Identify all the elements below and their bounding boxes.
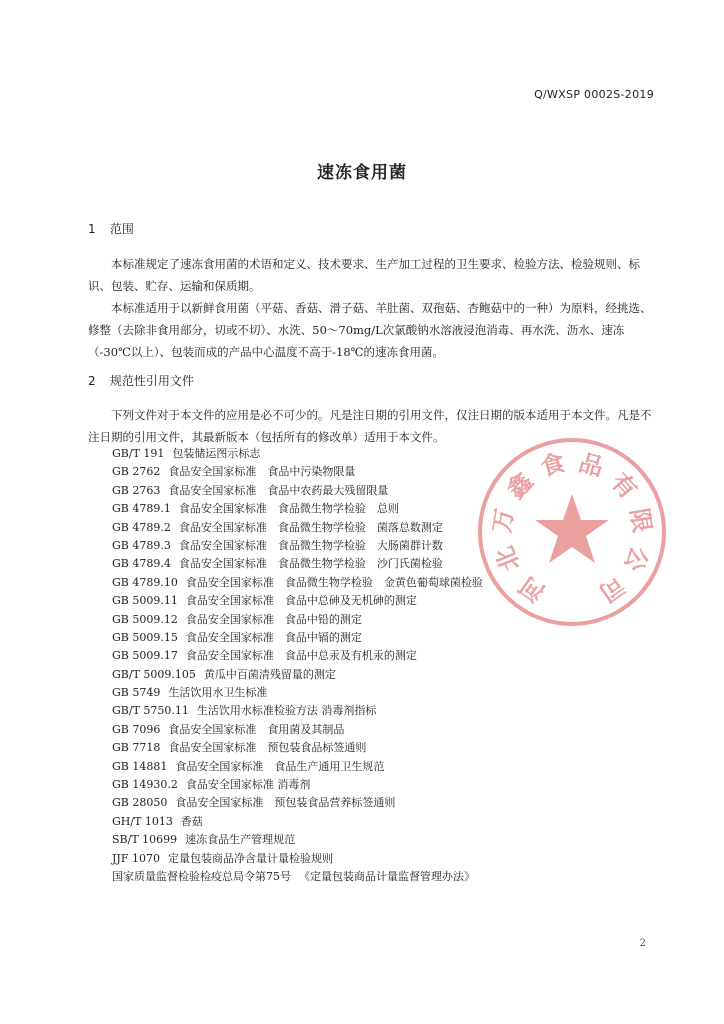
reference-item: GB 4789.3 食品安全国家标准 食品微生物学检验 大肠菌群计数 bbox=[112, 538, 443, 552]
section-number: 2 bbox=[88, 374, 96, 388]
standard-code: Q/WXSP 0002S-2019 bbox=[534, 88, 654, 101]
reference-item: GB 14930.2 食品安全国家标准 消毒剂 bbox=[112, 778, 311, 792]
reference-item: JJF 1070 定量包装商品净含量计量检验规则 bbox=[112, 851, 333, 865]
seal-character: 有 bbox=[605, 466, 644, 505]
seal-character: 北 bbox=[489, 542, 526, 576]
seal-character: 鑫 bbox=[500, 466, 539, 505]
seal-character: 河 bbox=[513, 570, 550, 609]
document-title: 速冻食用菌 bbox=[317, 163, 407, 183]
reference-item: GB 5009.17 食品安全国家标准 食品中总汞及有机汞的测定 bbox=[112, 649, 417, 663]
section-heading-scope bbox=[88, 220, 134, 237]
reference-item: SB/T 10699 速冻食品生产管理规范 bbox=[112, 833, 296, 847]
reference-item: GB 7718 食品安全国家标准 预包装食品标签通则 bbox=[112, 741, 367, 755]
reference-item: GB/T 5750.11 生活饮用水标准检验方法 消毒剂指标 bbox=[112, 704, 377, 718]
seal-character: 限 bbox=[624, 506, 658, 535]
reference-item: GB/T 191 包装储运图示标志 bbox=[112, 447, 261, 460]
references-intro-paragraph: 下列文件对于本文件的应用是必不可少的。凡是注日期的引用文件，仅注日期的版本适用于本文件。凡是不注日期的引用文件，其最新版本（包括所有的修改单）适用于本文件。 bbox=[88, 408, 652, 444]
reference-item: GB 4789.4 食品安全国家标准 食品微生物学检验 沙门氏菌检验 bbox=[112, 557, 443, 571]
reference-item: GH/T 1013 香菇 bbox=[112, 814, 203, 828]
scope-paragraph-2: 本标准适用于以新鲜食用菌（平菇、香菇、滑子菇、羊肚菌、双孢菇、杏鲍菇中的一种）为原料，经挑选、修整（去除非食用部分，切或不切）、水洗、50～70mg/L次氯酸钠水溶液浸泡消毒、再水洗、沥水、速冻（-30℃以上）、包装而成的产品中心温度不高于-18℃的速冻食用菌。 bbox=[88, 301, 652, 359]
seal-character: 食 bbox=[537, 447, 569, 482]
reference-item: GB 2763 食品安全国家标准 食品中农药最大残留限量 bbox=[112, 483, 389, 497]
reference-item: GB 7096 食品安全国家标准 食用菌及其制品 bbox=[112, 722, 345, 736]
section-title: 范围 bbox=[109, 222, 134, 236]
page-number: 2 bbox=[639, 938, 646, 949]
reference-item: GB/T 5009.105 黄瓜中百菌清残留量的测定 bbox=[112, 667, 336, 681]
section-title: 规范性引用文件 bbox=[109, 374, 194, 388]
seal-character: 万 bbox=[486, 506, 520, 535]
reference-item: GB 5009.12 食品安全国家标准 食品中铅的测定 bbox=[112, 612, 362, 626]
reference-item: GB 4789.1 食品安全国家标准 食品微生物学检验 总则 bbox=[112, 502, 399, 516]
reference-item: GB 14881 食品安全国家标准 食品生产通用卫生规范 bbox=[112, 759, 385, 773]
reference-item: GB 2762 食品安全国家标准 食品中污染物限量 bbox=[112, 465, 356, 479]
company-seal bbox=[472, 432, 672, 632]
section-heading-normative-references bbox=[88, 372, 194, 389]
reference-item: GB 5009.11 食品安全国家标准 食品中总砷及无机砷的测定 bbox=[112, 594, 417, 608]
reference-item: GB 4789.10 食品安全国家标准 食品微生物学检验 金黄色葡萄球菌检验 bbox=[112, 575, 483, 589]
reference-item: 国家质量监督检验检疫总局令第75号 《定量包装商品计量监督管理办法》 bbox=[112, 869, 475, 883]
reference-item: GB 5749 生活饮用水卫生标准 bbox=[112, 686, 268, 700]
seal-character: 公 bbox=[618, 542, 655, 576]
reference-item: GB 28050 食品安全国家标准 预包装食品营养标签通则 bbox=[112, 796, 396, 810]
reference-item: GB 5009.15 食品安全国家标准 食品中镉的测定 bbox=[112, 630, 362, 644]
section-number: 1 bbox=[88, 222, 96, 236]
seal-character: 司 bbox=[594, 570, 631, 609]
scope-paragraph-1: 本标准规定了速冻食用菌的术语和定义、技术要求、生产加工过程的卫生要求、检验方法、检验规则、标识、包装、贮存、运输和保质期。 bbox=[88, 257, 640, 293]
reference-list bbox=[112, 445, 483, 886]
seal-star-icon bbox=[535, 494, 609, 563]
reference-item: GB 4789.2 食品安全国家标准 食品微生物学检验 菌落总数测定 bbox=[112, 520, 443, 534]
seal-character: 品 bbox=[575, 447, 607, 482]
